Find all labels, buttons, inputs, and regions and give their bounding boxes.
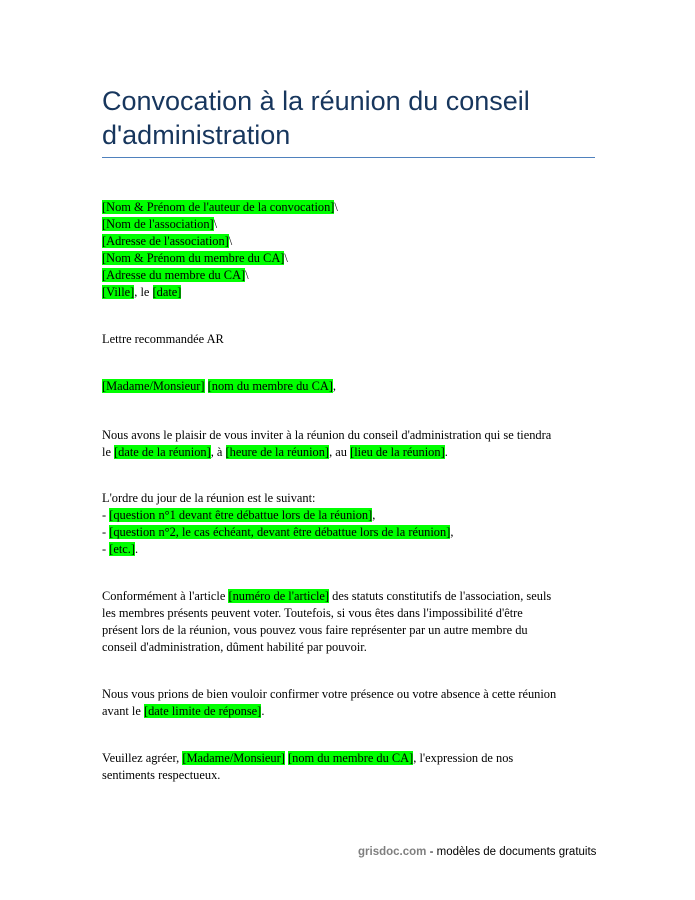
agenda-item: - [question n°2, le cas échéant, devant être débattue lors de la réunion], [102, 525, 454, 539]
sender-address-block: [Nom & Prénom de l'auteur de la convocation]\ [Nom de l'association]\ [Adresse de l'association]\ [Nom & Prénom du membre du CA]\ [Adresse du membre du CA]\ [Ville], le [date] [102, 200, 338, 299]
invitation-paragraph: Nous avons le plaisir de vous inviter à la réunion du conseil d'administration qui se tiendra le [date de la réunion], à [heure de la réunion], au [lieu de la réunion]. [102, 428, 552, 459]
voting-paragraph: Conformément à l'article [numéro de l'article] des statuts constitutifs de l'association, seuls les membres présents peuvent voter. Toutefois, si vous êtes dans l'impossibilité d'être présent lors de la réunion, vous pouvez vous faire représenter par un autre membre du conseil d'administration, dûment habilité par pouvoir. [102, 589, 552, 654]
agenda-item: - [etc.]. [102, 542, 139, 556]
closing-civility-field: [Madame/Monsieur] [182, 751, 285, 765]
association-name-field: [Nom de l'association] [102, 217, 214, 231]
recipient-name-field: [nom du membre du CA] [207, 379, 333, 393]
document-title: Convocation à la réunion du conseil d'administration [102, 86, 530, 150]
footer-tagline: - modèles de documents gratuits [426, 846, 597, 858]
article-number-field: [numéro de l'article] [228, 589, 330, 603]
confirmation-paragraph: Nous vous prions de bien vouloir confirmer votre présence ou votre absence à cette réunion avant le [date limite de réponse]. [102, 687, 557, 718]
meeting-time-field: [heure de la réunion] [225, 445, 330, 459]
footer-brand: grisdoc.com [358, 846, 427, 858]
agenda-block [102, 490, 602, 558]
date-field: [date] [152, 285, 182, 299]
response-deadline-field: [date limite de réponse] [143, 704, 262, 718]
title-underline [102, 157, 595, 158]
civility-field: [Madame/Monsieur] [102, 379, 205, 393]
agenda-intro: L'ordre du jour de la réunion est le suivant: [102, 491, 316, 505]
salutation: [Madame/Monsieur] [nom du membre du CA], [102, 379, 337, 393]
association-address-field: [Adresse de l'association] [102, 234, 229, 248]
member-name-field: [Nom & Prénom du membre du CA] [102, 251, 285, 265]
agenda-item: - [question n°1 devant être débattue lors de la réunion], [102, 508, 376, 522]
city-field: [Ville] [102, 285, 135, 299]
author-field: [Nom & Prénom de l'auteur de la convocation] [102, 200, 335, 214]
member-address-field: [Adresse du membre du CA] [102, 268, 246, 282]
meeting-date-field: [date de la réunion] [114, 445, 211, 459]
meeting-place-field: [lieu de la réunion] [350, 445, 445, 459]
closing-paragraph: Veuillez agréer, [Madame/Monsieur] [nom du membre du CA], l'expression de nos sentiments respectueux. [102, 751, 514, 782]
page-footer [358, 846, 596, 858]
registered-mail-mention: Lettre recommandée AR [102, 332, 224, 346]
closing-name-field: [nom du membre du CA] [288, 751, 414, 765]
